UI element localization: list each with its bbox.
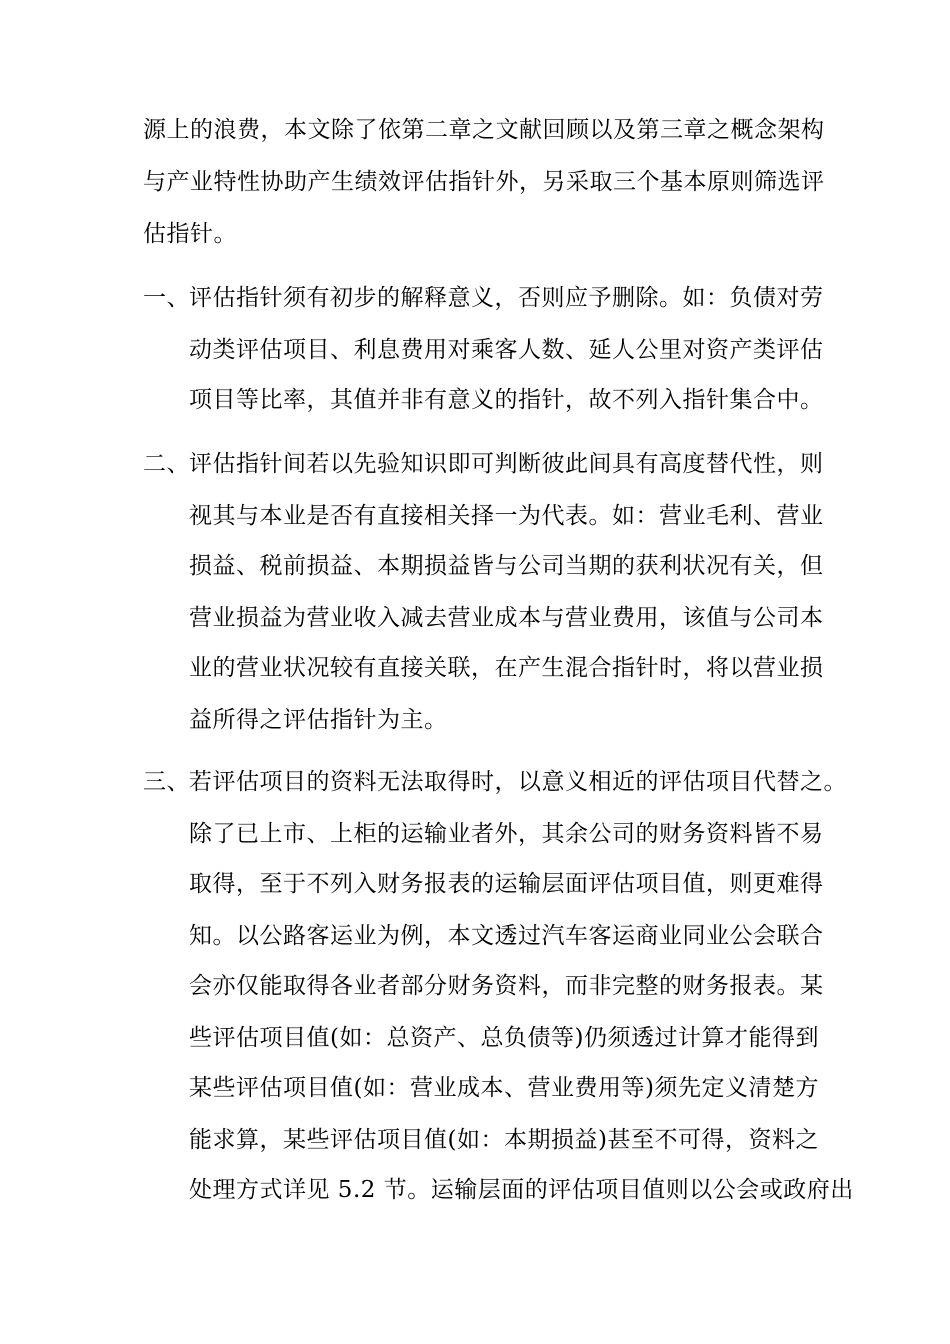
principle-2-line-5: 业的营业状况较有直接关联，在产生混合指针时，将以营业损 bbox=[189, 655, 824, 681]
principle-3-line-3: 取得，至于不列入财务报表的运输层面评估项目值，则更难得 bbox=[189, 871, 824, 897]
principle-2-marker: 二、 bbox=[143, 451, 190, 477]
principle-3-line-5: 会亦仅能取得各业者部分财务资料，而非完整的财务报表。某 bbox=[189, 973, 824, 999]
principle-3-line-1: 若评估项目的资料无法取得时，以意义相近的评估项目代替之。 bbox=[189, 769, 847, 795]
principle-1-line-3: 项目等比率，其值并非有意义的指针，故不列入指针集合中。 bbox=[189, 387, 824, 413]
principle-3-line-9: 处理方式详见 5.2 节。运输层面的评估项目值则以公会或政府出 bbox=[189, 1177, 854, 1203]
principle-3-line-7: 某些评估项目值(如：营业成本、营业费用等)须先定义清楚方 bbox=[189, 1075, 819, 1101]
principle-2-line-2: 视其与本业是否有直接相关择一为代表。如：营业毛利、营业 bbox=[189, 503, 824, 529]
intro-line-3: 估指针。 bbox=[143, 221, 237, 247]
principle-3-line-6: 些评估项目值(如：总资产、总负债等)仍须透过计算才能得到 bbox=[189, 1025, 819, 1051]
principle-3-line-2: 除了已上市、上柜的运输业者外，其余公司的财务资料皆不易 bbox=[189, 821, 824, 847]
principle-2-line-6: 益所得之评估指针为主。 bbox=[189, 707, 448, 733]
principle-3-line-4: 知。以公路客运业为例，本文透过汽车客运商业同业公会联合 bbox=[189, 923, 824, 949]
principle-2-line-1: 评估指针间若以先验知识即可判断彼此间具有高度替代性，则 bbox=[189, 451, 824, 477]
principle-2-line-4: 营业损益为营业收入减去营业成本与营业费用，该值与公司本 bbox=[189, 605, 824, 631]
principle-3-line-8: 能求算，某些评估项目值(如：本期损益)甚至不可得，资料之 bbox=[189, 1127, 819, 1153]
intro-line-1: 源上的浪费，本文除了依第二章之文献回顾以及第三章之概念架构 bbox=[143, 117, 825, 143]
principle-2-line-3: 损益、税前损益、本期损益皆与公司当期的获利状况有关，但 bbox=[189, 553, 824, 579]
intro-line-2: 与产业特性协助产生绩效评估指针外，另采取三个基本原则筛选评 bbox=[143, 169, 825, 195]
principle-1-marker: 一、 bbox=[143, 285, 190, 311]
principle-1-line-1: 评估指针须有初步的解释意义，否则应予删除。如：负债对劳 bbox=[189, 285, 824, 311]
principle-3-marker: 三、 bbox=[143, 769, 190, 795]
principle-1-line-2: 动类评估项目、利息费用对乘客人数、延人公里对资产类评估 bbox=[189, 337, 824, 363]
